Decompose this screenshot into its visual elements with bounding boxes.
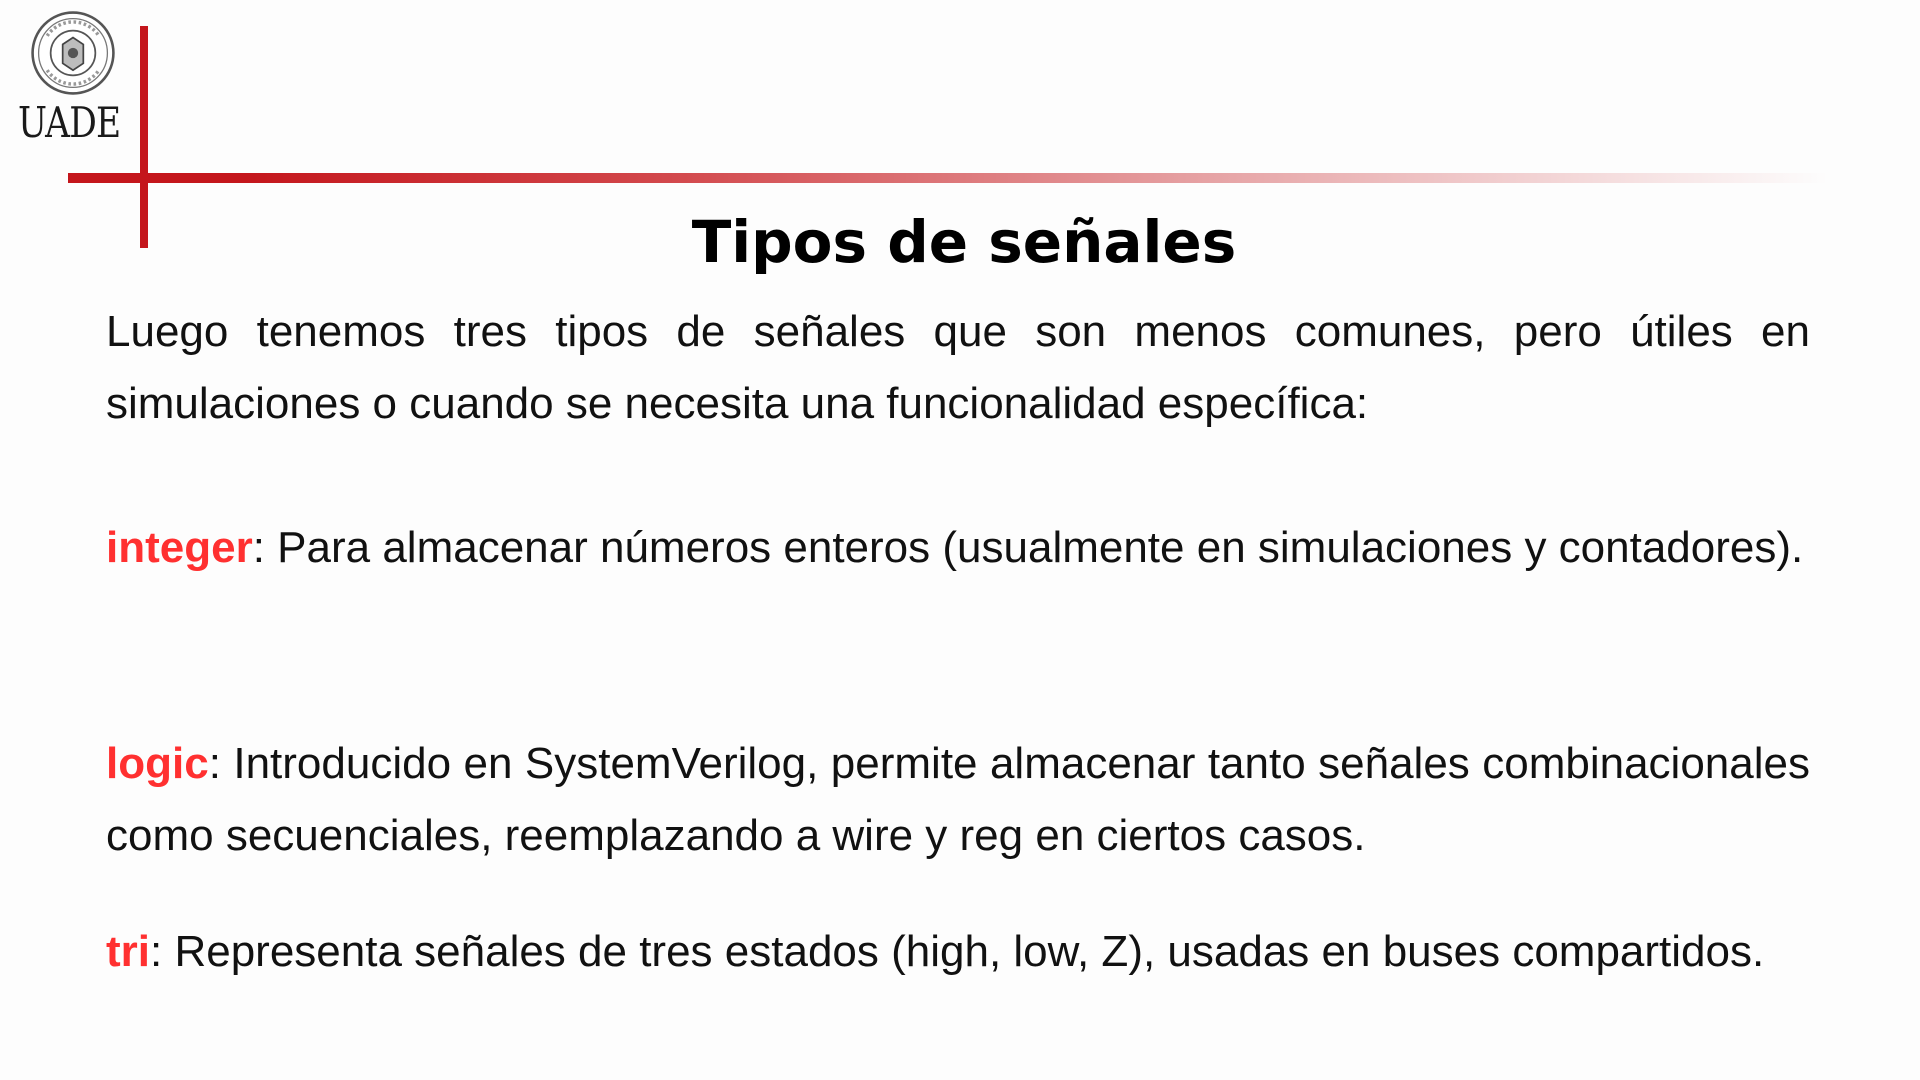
description-tri: : Representa señales de tres estados (high, low, Z), usadas en buses compartidos.	[150, 927, 1765, 976]
item-tri	[106, 916, 1810, 988]
logo-text: UADE	[18, 98, 121, 147]
item-integer	[106, 512, 1810, 584]
accent-horizontal-bar	[68, 173, 1828, 183]
description-logic: : Introducido en SystemVerilog, permite almacenar tanto señales combinacionales como secuenciales, reemplazando a wire y reg en ciertos casos.	[106, 739, 1810, 860]
term-integer: integer	[106, 523, 253, 572]
description-integer: : Para almacenar números enteros (usualmente en simulaciones y contadores).	[252, 523, 1804, 572]
term-tri: tri	[106, 927, 150, 976]
slide-title: Tipos de señales	[691, 208, 1237, 276]
term-logic: logic	[106, 739, 209, 788]
intro-paragraph: Luego tenemos tres tipos de señales que son menos comunes, pero útiles en simulaciones o cuando se necesita una funcionalidad específica:	[106, 307, 1810, 428]
uade-logo	[14, 10, 128, 150]
university-seal-icon	[30, 10, 116, 96]
item-logic	[106, 728, 1810, 872]
